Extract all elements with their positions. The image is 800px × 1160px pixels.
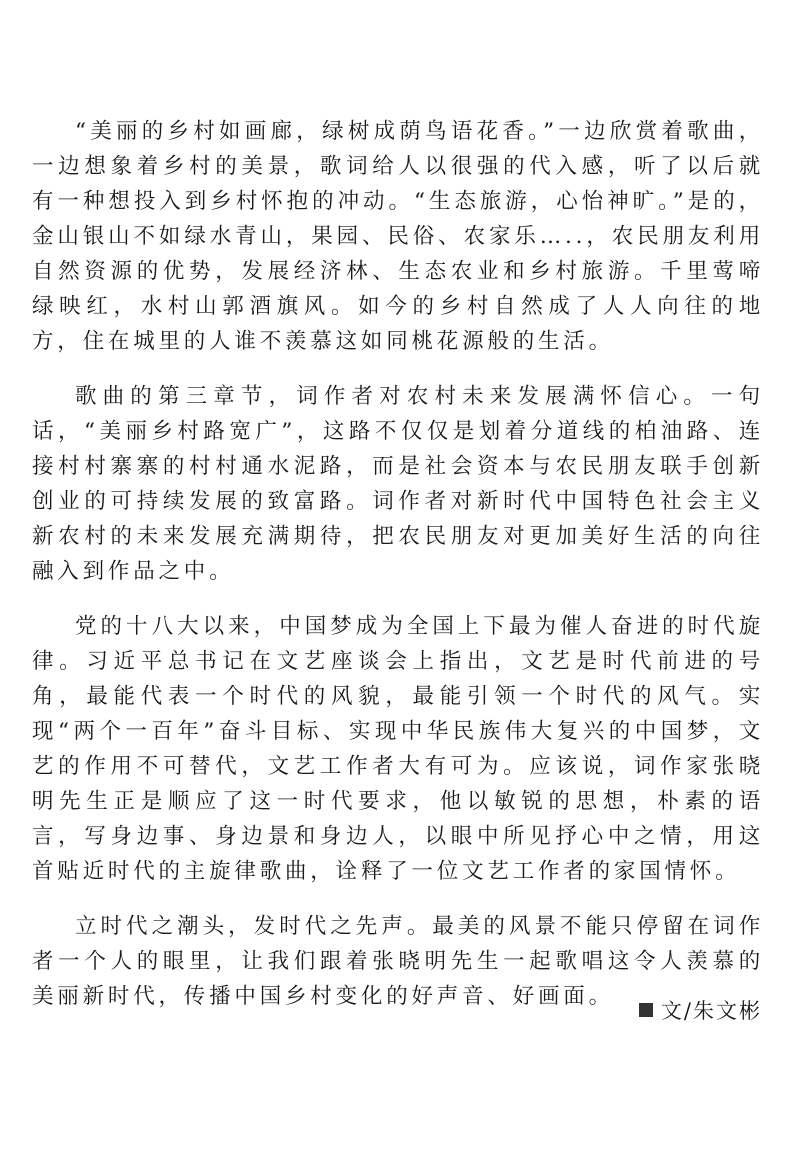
paragraph-3: 党的十八大以来，中国梦成为全国上下最为催人奋进的时代旋律。习近平总书记在文艺座谈会上指出，文艺是时代前进的号角，最能代表一个时代的风貌，最能引领一个时代的风气。实现“两个一百年”奋斗目标、实现中华民族伟大复兴的中国梦，文艺的作用不可替代，文艺工作者大有可为。应该说，词作家张晓明先生正是顺应了这一时代要求，他以敏锐的思想，朴素的语言，写身边事、身边景和身边人，以眼中所见抒心中之情，用这首贴近时代的主旋律歌曲，诠释了一位文艺工作者的家国情怀。: [32, 614, 764, 884]
paragraph-1: “美丽的乡村如画廊，绿树成荫鸟语花香。”一边欣赏着歌曲，一边想象着乡村的美景，歌词给人以很强的代入感，听了以后就有一种想投入到乡村怀抱的冲动。“生态旅游，心怡神旷。”是的，金山银山不如绿水青山，果园、民俗、农家乐…..，农民朋友利用自然资源的优势，发展经济林、生态农业和乡村旅游。千里莺啼绿映红，水村山郭酒旗风。如今的乡村自然成了人人向往的地方，住在城里的人谁不羡慕这如同桃花源般的生活。: [32, 119, 764, 354]
article-body: [32, 114, 764, 1034]
paragraph-2: 歌曲的第三章节，词作者对农村未来发展满怀信心。一句话，“美丽乡村路宽广”，这路不仅仅是划着分道线的柏油路、连接村村寨寨的村村通水泥路，而是社会资本与农民朋友联手创新创业的可持续发展的致富路。词作者对新时代中国特色社会主义新农村的未来发展充满期待，把农民朋友对更加美好生活的向往融入到作品之中。: [32, 384, 764, 584]
author-byline: [639, 995, 762, 1025]
square-bullet-icon: [639, 1003, 653, 1017]
author-name: 文/朱文彬: [660, 999, 762, 1023]
paragraph-4: 立时代之潮头，发时代之先声。最美的风景不能只停留在词作者一个人的眼里，让我们跟着张晓明先生一起歌唱这令人羡慕的美丽新时代，传播中国乡村变化的好声音、好画面。: [32, 914, 764, 1009]
